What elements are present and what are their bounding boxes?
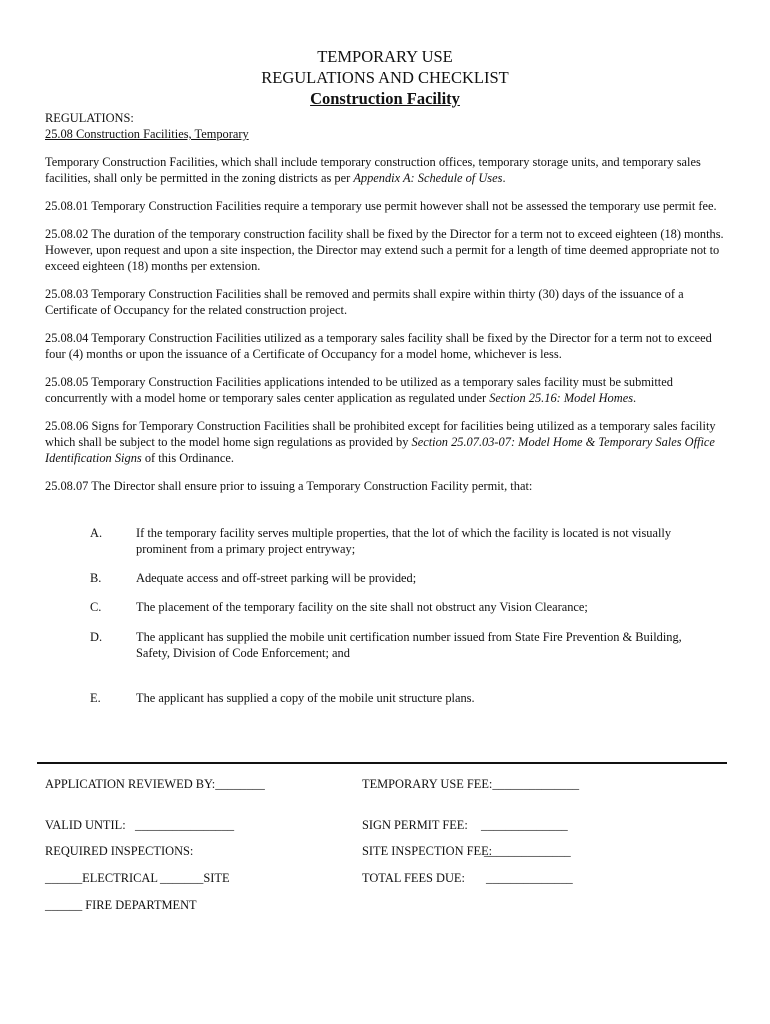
- fire-department-inspection-field[interactable]: ______ FIRE DEPARTMENT: [45, 898, 197, 912]
- p06-end: of this Ordinance.: [141, 451, 234, 465]
- site-inspection-field[interactable]: _______SITE: [160, 871, 230, 885]
- p05-text: 25.08.05 Temporary Construction Facilities applications intended to be utilized as a temporary sales facility must be submitted concurrently with a model home or temporary sales center application as regulated under: [45, 375, 673, 405]
- p05-end: .: [633, 391, 637, 405]
- item-text: If the temporary facility serves multiple properties, that the lot of which the facility is located is not visually prominent from a primary project entryway;: [136, 526, 672, 556]
- paragraph-25-08-03: 25.08.03 Temporary Construction Facilities shall be removed and permits shall expire within thirty (30) days of the issuance of a Certificate of Occupancy for the related construction project.: [45, 287, 684, 317]
- sign-permit-fee-label: SIGN PERMIT FEE:: [362, 818, 468, 832]
- item-letter: A.: [90, 526, 103, 540]
- paragraph-25-08-05: [45, 374, 725, 406]
- p05-reference: Section 25.16: Model Homes: [489, 391, 634, 405]
- item-text: The applicant has supplied the mobile unit certification number issued from State Fire Prevention & Building, Safety, Division of Code Enforcement; and: [136, 630, 682, 660]
- item-letter: B.: [90, 571, 102, 585]
- paragraph-25-08-06: [45, 418, 725, 466]
- item-text: Adequate access and off-street parking will be provided;: [136, 571, 417, 585]
- electrical-inspection-field[interactable]: ______ELECTRICAL: [45, 871, 158, 885]
- intro-end: .: [502, 171, 506, 185]
- intro-paragraph: [45, 154, 725, 186]
- section-divider: [37, 762, 727, 764]
- item-letter: D.: [90, 630, 103, 644]
- temporary-use-fee-field[interactable]: TEMPORARY USE FEE:______________: [362, 777, 580, 791]
- site-inspection-fee-field[interactable]: ______________: [484, 844, 571, 858]
- title-line-2: REGULATIONS AND CHECKLIST: [261, 68, 509, 87]
- p06-reference: Section 25.07.03-07: Model Home & Temporary Sales Office Identification Signs: [45, 435, 715, 465]
- regulations-body: [45, 110, 725, 494]
- document-title: [0, 46, 770, 109]
- paragraph-25-08-02: 25.08.02 The duration of the temporary construction facility shall be fixed by the Director for a term not to exceed eighteen (18) months. However, upon request and upon a site inspection, the Director may extend such a permit for a length of time deemed appropriate not to exceed eighteen (18) months per extension.: [45, 227, 724, 273]
- item-letter: E.: [90, 691, 101, 705]
- intro-text: Temporary Construction Facilities, which shall include temporary construction offices, temporary storage units, and temporary sales facilities, shall only be permitted in the zoning districts as per: [45, 155, 701, 185]
- total-fees-due-label: TOTAL FEES DUE:: [362, 871, 465, 885]
- item-text: The applicant has supplied a copy of the mobile unit structure plans.: [136, 691, 475, 705]
- item-text: The placement of the temporary facility on the site shall not obstruct any Vision Clearance;: [136, 600, 588, 614]
- application-reviewed-by-field[interactable]: APPLICATION REVIEWED BY:________: [45, 777, 265, 791]
- sign-permit-fee-field[interactable]: ______________: [481, 818, 568, 832]
- title-subtitle: Construction Facility: [310, 89, 460, 108]
- intro-reference: Appendix A: Schedule of Uses: [353, 171, 503, 185]
- section-heading: 25.08 Construction Facilities, Temporary: [45, 127, 249, 141]
- valid-until-field[interactable]: ________________: [135, 818, 235, 832]
- item-letter: C.: [90, 600, 102, 614]
- paragraph-25-08-04: 25.08.04 Temporary Construction Facilities utilized as a temporary sales facility shall be fixed by the Director for a term not to exceed four (4) months or upon the issuance of a Certificate of Occupancy for a model home, whichever is less.: [45, 331, 712, 361]
- paragraph-25-08-07: 25.08.07 The Director shall ensure prior to issuing a Temporary Construction Facility permit, that:: [45, 479, 533, 493]
- paragraph-25-08-01: 25.08.01 Temporary Construction Facilities require a temporary use permit however shall not be assessed the temporary use permit fee.: [45, 199, 717, 213]
- site-inspection-fee-label: SITE INSPECTION FEE:: [362, 844, 493, 858]
- total-fees-due-field[interactable]: ______________: [486, 871, 573, 885]
- required-inspections-label: REQUIRED INSPECTIONS:: [45, 844, 194, 858]
- p06-text: 25.08.06 Signs for Temporary Construction Facilities shall be prohibited except for facilities being utilized as a temporary sales facility which shall be subject to the model home sign regulations as provided by: [45, 419, 716, 449]
- valid-until-label: VALID UNTIL:: [45, 818, 126, 832]
- regulations-heading: REGULATIONS:: [45, 111, 134, 125]
- title-line-1: TEMPORARY USE: [317, 47, 453, 66]
